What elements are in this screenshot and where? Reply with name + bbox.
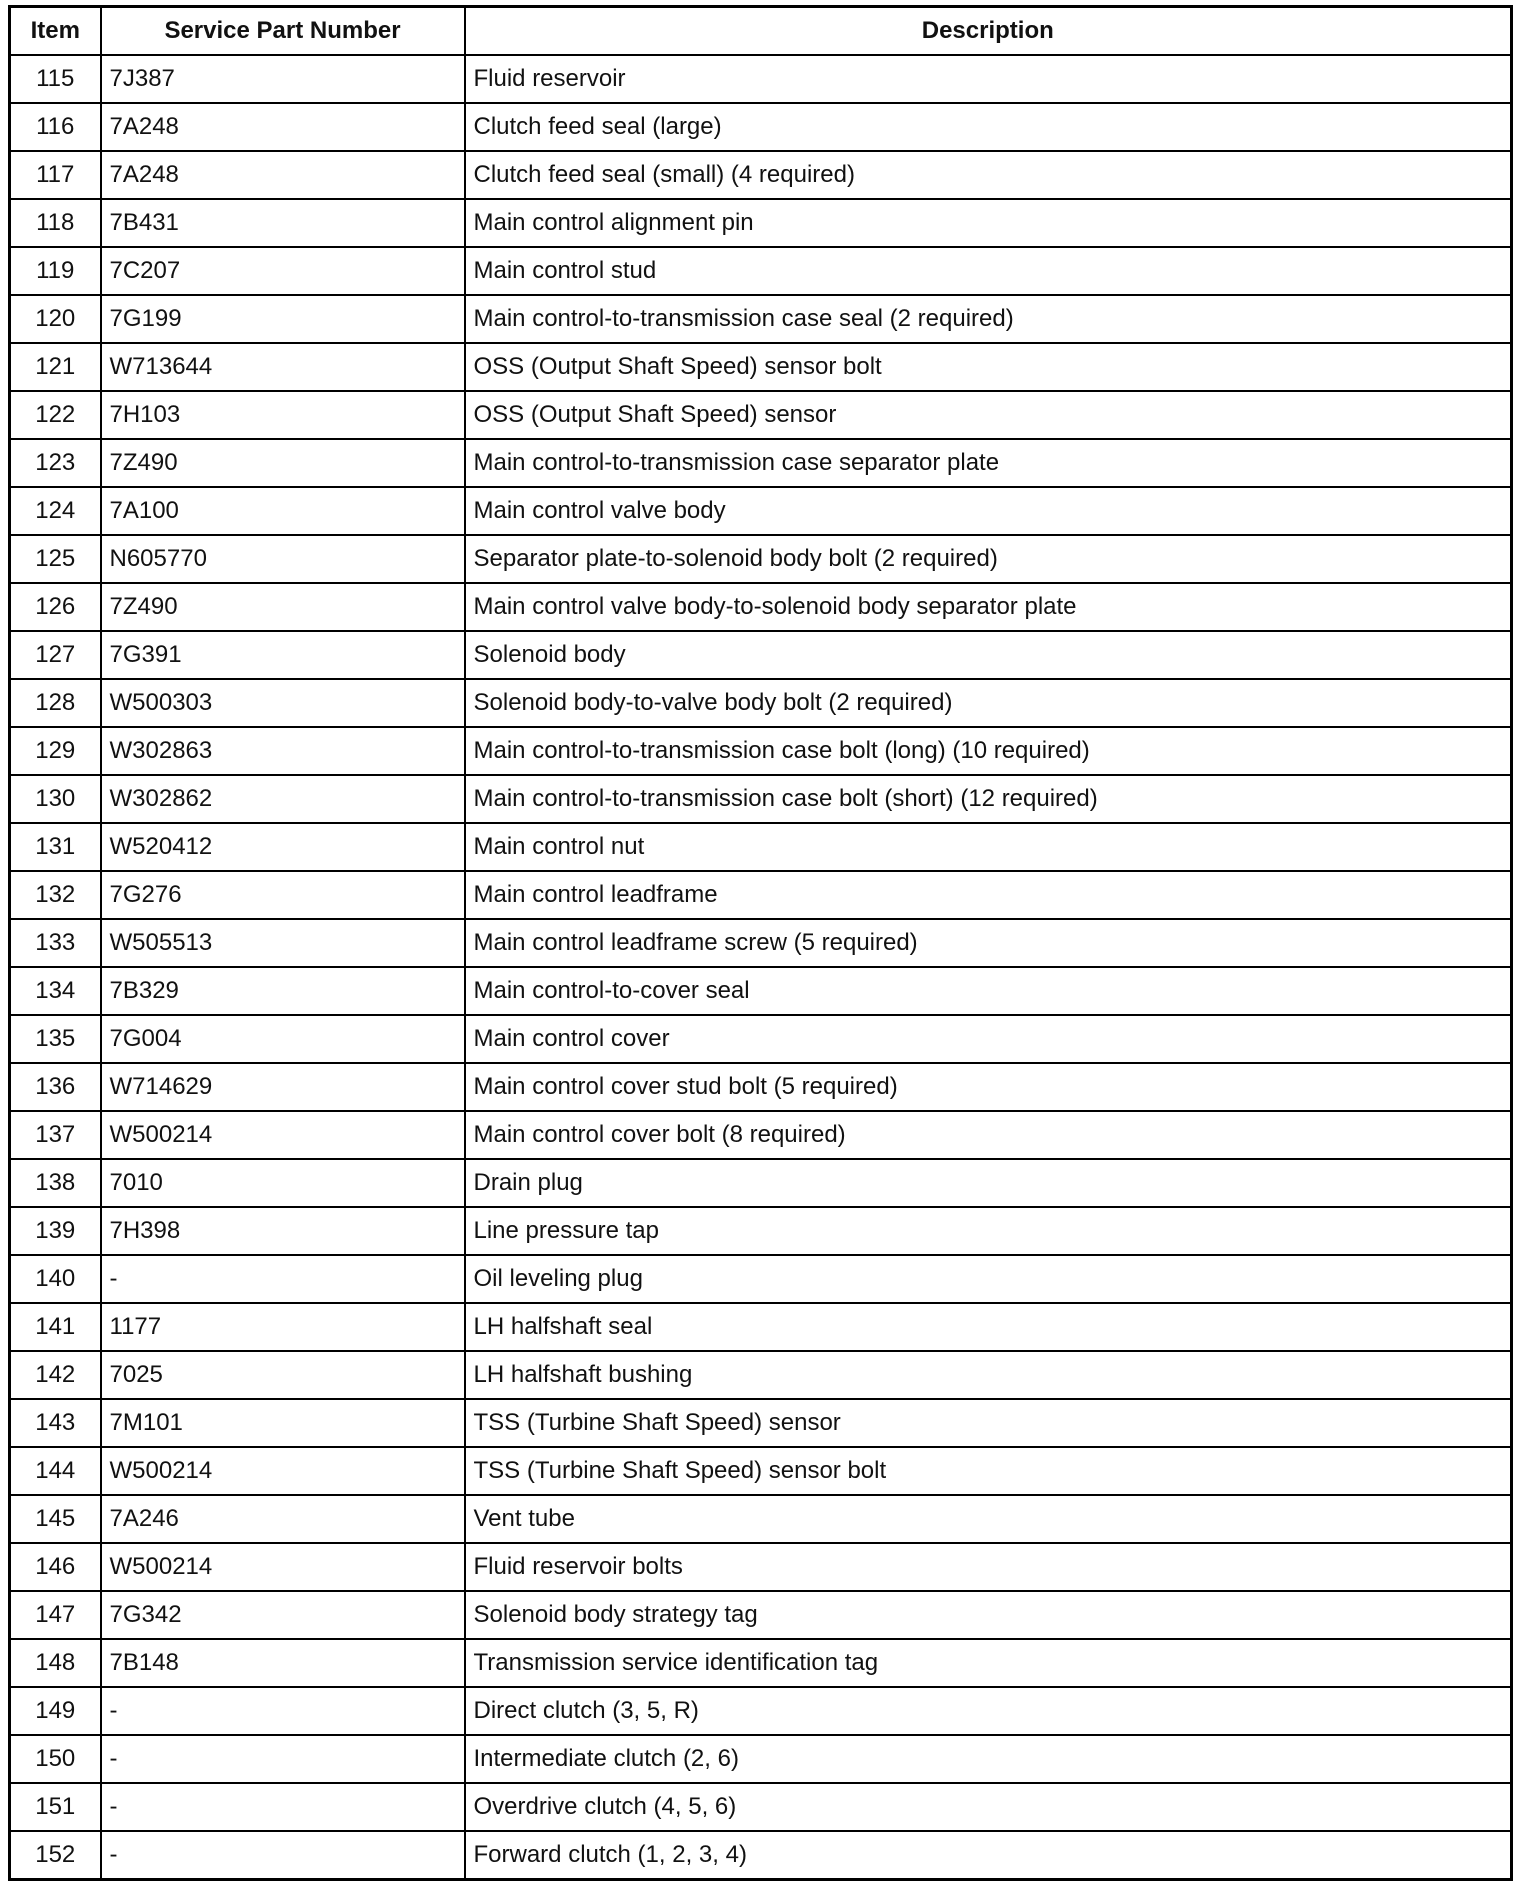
service-part-number-cell: W714629 bbox=[101, 1063, 465, 1111]
item-number-cell: 126 bbox=[10, 583, 101, 631]
table-row bbox=[10, 1735, 1512, 1783]
item-number-cell: 127 bbox=[10, 631, 101, 679]
service-part-number-cell: - bbox=[101, 1783, 465, 1831]
table-row bbox=[10, 487, 1512, 535]
description-cell: Oil leveling plug bbox=[465, 1255, 1512, 1303]
table-row bbox=[10, 583, 1512, 631]
service-part-number-cell: 7A248 bbox=[101, 151, 465, 199]
service-part-number-cell: W302863 bbox=[101, 727, 465, 775]
description-cell: Main control stud bbox=[465, 247, 1512, 295]
service-part-number-cell: 7A246 bbox=[101, 1495, 465, 1543]
table-row bbox=[10, 727, 1512, 775]
table-row bbox=[10, 1159, 1512, 1207]
service-part-number-cell: 7Z490 bbox=[101, 583, 465, 631]
table-row bbox=[10, 535, 1512, 583]
description-cell: Main control-to-transmission case bolt (short) (12 required) bbox=[465, 775, 1512, 823]
table-row bbox=[10, 1447, 1512, 1495]
item-number-cell: 152 bbox=[10, 1831, 101, 1880]
description-cell: Vent tube bbox=[465, 1495, 1512, 1543]
table-row bbox=[10, 1111, 1512, 1159]
table-row bbox=[10, 679, 1512, 727]
item-number-cell: 125 bbox=[10, 535, 101, 583]
header-row bbox=[10, 7, 1512, 56]
table-row bbox=[10, 1351, 1512, 1399]
service-part-number-cell: 7G342 bbox=[101, 1591, 465, 1639]
description-cell: OSS (Output Shaft Speed) sensor bolt bbox=[465, 343, 1512, 391]
table-row bbox=[10, 55, 1512, 103]
item-number-cell: 124 bbox=[10, 487, 101, 535]
service-part-number-cell: 7G391 bbox=[101, 631, 465, 679]
description-cell: Main control cover stud bolt (5 required) bbox=[465, 1063, 1512, 1111]
description-cell: Main control leadframe screw (5 required) bbox=[465, 919, 1512, 967]
item-number-cell: 135 bbox=[10, 1015, 101, 1063]
item-number-cell: 129 bbox=[10, 727, 101, 775]
service-part-number-cell: 7G004 bbox=[101, 1015, 465, 1063]
service-part-number-cell: W520412 bbox=[101, 823, 465, 871]
description-cell: Fluid reservoir bbox=[465, 55, 1512, 103]
table-row bbox=[10, 775, 1512, 823]
description-cell: Main control cover bolt (8 required) bbox=[465, 1111, 1512, 1159]
table-row bbox=[10, 1831, 1512, 1880]
item-number-cell: 119 bbox=[10, 247, 101, 295]
description-cell: LH halfshaft bushing bbox=[465, 1351, 1512, 1399]
description-cell: LH halfshaft seal bbox=[465, 1303, 1512, 1351]
table-row bbox=[10, 199, 1512, 247]
table-row bbox=[10, 1495, 1512, 1543]
item-number-cell: 146 bbox=[10, 1543, 101, 1591]
table-row bbox=[10, 967, 1512, 1015]
service-part-number-cell: N605770 bbox=[101, 535, 465, 583]
table-row bbox=[10, 1207, 1512, 1255]
table-body bbox=[10, 55, 1512, 1880]
table-row bbox=[10, 871, 1512, 919]
description-cell: Solenoid body bbox=[465, 631, 1512, 679]
item-number-cell: 131 bbox=[10, 823, 101, 871]
table-row bbox=[10, 1687, 1512, 1735]
service-part-number-cell: 7C207 bbox=[101, 247, 465, 295]
table-row bbox=[10, 1591, 1512, 1639]
item-number-cell: 142 bbox=[10, 1351, 101, 1399]
description-cell: Transmission service identification tag bbox=[465, 1639, 1512, 1687]
item-number-cell: 149 bbox=[10, 1687, 101, 1735]
table-row bbox=[10, 391, 1512, 439]
item-number-cell: 144 bbox=[10, 1447, 101, 1495]
table-row bbox=[10, 151, 1512, 199]
item-number-cell: 116 bbox=[10, 103, 101, 151]
service-part-number-cell: 7010 bbox=[101, 1159, 465, 1207]
description-cell: Overdrive clutch (4, 5, 6) bbox=[465, 1783, 1512, 1831]
table-row bbox=[10, 1783, 1512, 1831]
service-part-number-cell: W713644 bbox=[101, 343, 465, 391]
table-row bbox=[10, 1015, 1512, 1063]
description-cell: Main control-to-transmission case bolt (long) (10 required) bbox=[465, 727, 1512, 775]
description-cell: Main control valve body-to-solenoid body separator plate bbox=[465, 583, 1512, 631]
description-cell: OSS (Output Shaft Speed) sensor bbox=[465, 391, 1512, 439]
description-cell: Main control valve body bbox=[465, 487, 1512, 535]
service-part-number-cell: 7B148 bbox=[101, 1639, 465, 1687]
table-row bbox=[10, 1303, 1512, 1351]
service-part-number-cell: W302862 bbox=[101, 775, 465, 823]
description-cell: Main control-to-transmission case separator plate bbox=[465, 439, 1512, 487]
description-cell: Direct clutch (3, 5, R) bbox=[465, 1687, 1512, 1735]
service-part-number-cell: - bbox=[101, 1735, 465, 1783]
table-header bbox=[10, 7, 1512, 56]
item-number-cell: 122 bbox=[10, 391, 101, 439]
item-number-cell: 138 bbox=[10, 1159, 101, 1207]
service-part-number-cell: W505513 bbox=[101, 919, 465, 967]
table-row bbox=[10, 1399, 1512, 1447]
table-row bbox=[10, 1543, 1512, 1591]
description-cell: Separator plate-to-solenoid body bolt (2 required) bbox=[465, 535, 1512, 583]
description-cell: Fluid reservoir bolts bbox=[465, 1543, 1512, 1591]
table-row bbox=[10, 439, 1512, 487]
description-cell: Line pressure tap bbox=[465, 1207, 1512, 1255]
item-number-cell: 128 bbox=[10, 679, 101, 727]
service-part-number-cell: 7J387 bbox=[101, 55, 465, 103]
table-row bbox=[10, 103, 1512, 151]
item-number-cell: 137 bbox=[10, 1111, 101, 1159]
service-part-number-cell: W500214 bbox=[101, 1543, 465, 1591]
parts-table-container bbox=[8, 5, 1510, 1881]
table-row bbox=[10, 295, 1512, 343]
description-cell: Drain plug bbox=[465, 1159, 1512, 1207]
service-part-number-cell: 7G276 bbox=[101, 871, 465, 919]
item-number-cell: 118 bbox=[10, 199, 101, 247]
header-part-number: Service Part Number bbox=[101, 7, 465, 56]
header-item: Item bbox=[10, 7, 101, 56]
service-part-number-cell: 7Z490 bbox=[101, 439, 465, 487]
table-row bbox=[10, 343, 1512, 391]
item-number-cell: 148 bbox=[10, 1639, 101, 1687]
item-number-cell: 136 bbox=[10, 1063, 101, 1111]
table-row bbox=[10, 631, 1512, 679]
description-cell: Intermediate clutch (2, 6) bbox=[465, 1735, 1512, 1783]
service-part-number-cell: - bbox=[101, 1255, 465, 1303]
item-number-cell: 133 bbox=[10, 919, 101, 967]
service-part-number-cell: 7M101 bbox=[101, 1399, 465, 1447]
item-number-cell: 140 bbox=[10, 1255, 101, 1303]
service-part-number-cell: 7025 bbox=[101, 1351, 465, 1399]
header-description: Description bbox=[465, 7, 1512, 56]
description-cell: Clutch feed seal (large) bbox=[465, 103, 1512, 151]
table-row bbox=[10, 919, 1512, 967]
description-cell: Forward clutch (1, 2, 3, 4) bbox=[465, 1831, 1512, 1880]
service-part-number-cell: 7B431 bbox=[101, 199, 465, 247]
service-part-number-cell: - bbox=[101, 1831, 465, 1880]
description-cell: TSS (Turbine Shaft Speed) sensor bbox=[465, 1399, 1512, 1447]
description-cell: Main control-to-cover seal bbox=[465, 967, 1512, 1015]
description-cell: Clutch feed seal (small) (4 required) bbox=[465, 151, 1512, 199]
table-row bbox=[10, 823, 1512, 871]
item-number-cell: 145 bbox=[10, 1495, 101, 1543]
service-part-number-cell: 7A100 bbox=[101, 487, 465, 535]
description-cell: Main control nut bbox=[465, 823, 1512, 871]
item-number-cell: 121 bbox=[10, 343, 101, 391]
description-cell: Main control cover bbox=[465, 1015, 1512, 1063]
service-part-number-cell: 7H398 bbox=[101, 1207, 465, 1255]
item-number-cell: 143 bbox=[10, 1399, 101, 1447]
item-number-cell: 115 bbox=[10, 55, 101, 103]
item-number-cell: 132 bbox=[10, 871, 101, 919]
service-part-number-cell: W500214 bbox=[101, 1447, 465, 1495]
item-number-cell: 117 bbox=[10, 151, 101, 199]
item-number-cell: 151 bbox=[10, 1783, 101, 1831]
description-cell: TSS (Turbine Shaft Speed) sensor bolt bbox=[465, 1447, 1512, 1495]
item-number-cell: 123 bbox=[10, 439, 101, 487]
item-number-cell: 120 bbox=[10, 295, 101, 343]
description-cell: Solenoid body strategy tag bbox=[465, 1591, 1512, 1639]
table-row bbox=[10, 247, 1512, 295]
item-number-cell: 147 bbox=[10, 1591, 101, 1639]
item-number-cell: 130 bbox=[10, 775, 101, 823]
service-part-number-cell: W500303 bbox=[101, 679, 465, 727]
service-part-number-cell: 7A248 bbox=[101, 103, 465, 151]
service-part-number-cell: - bbox=[101, 1687, 465, 1735]
table-row bbox=[10, 1063, 1512, 1111]
description-cell: Main control leadframe bbox=[465, 871, 1512, 919]
service-part-number-cell: 7G199 bbox=[101, 295, 465, 343]
item-number-cell: 141 bbox=[10, 1303, 101, 1351]
description-cell: Main control-to-transmission case seal (2 required) bbox=[465, 295, 1512, 343]
service-part-number-cell: 1177 bbox=[101, 1303, 465, 1351]
table-row bbox=[10, 1255, 1512, 1303]
service-part-number-cell: W500214 bbox=[101, 1111, 465, 1159]
service-part-number-cell: 7H103 bbox=[101, 391, 465, 439]
description-cell: Solenoid body-to-valve body bolt (2 required) bbox=[465, 679, 1512, 727]
item-number-cell: 150 bbox=[10, 1735, 101, 1783]
table-row bbox=[10, 1639, 1512, 1687]
item-number-cell: 139 bbox=[10, 1207, 101, 1255]
description-cell: Main control alignment pin bbox=[465, 199, 1512, 247]
parts-table bbox=[8, 5, 1513, 1881]
item-number-cell: 134 bbox=[10, 967, 101, 1015]
service-part-number-cell: 7B329 bbox=[101, 967, 465, 1015]
